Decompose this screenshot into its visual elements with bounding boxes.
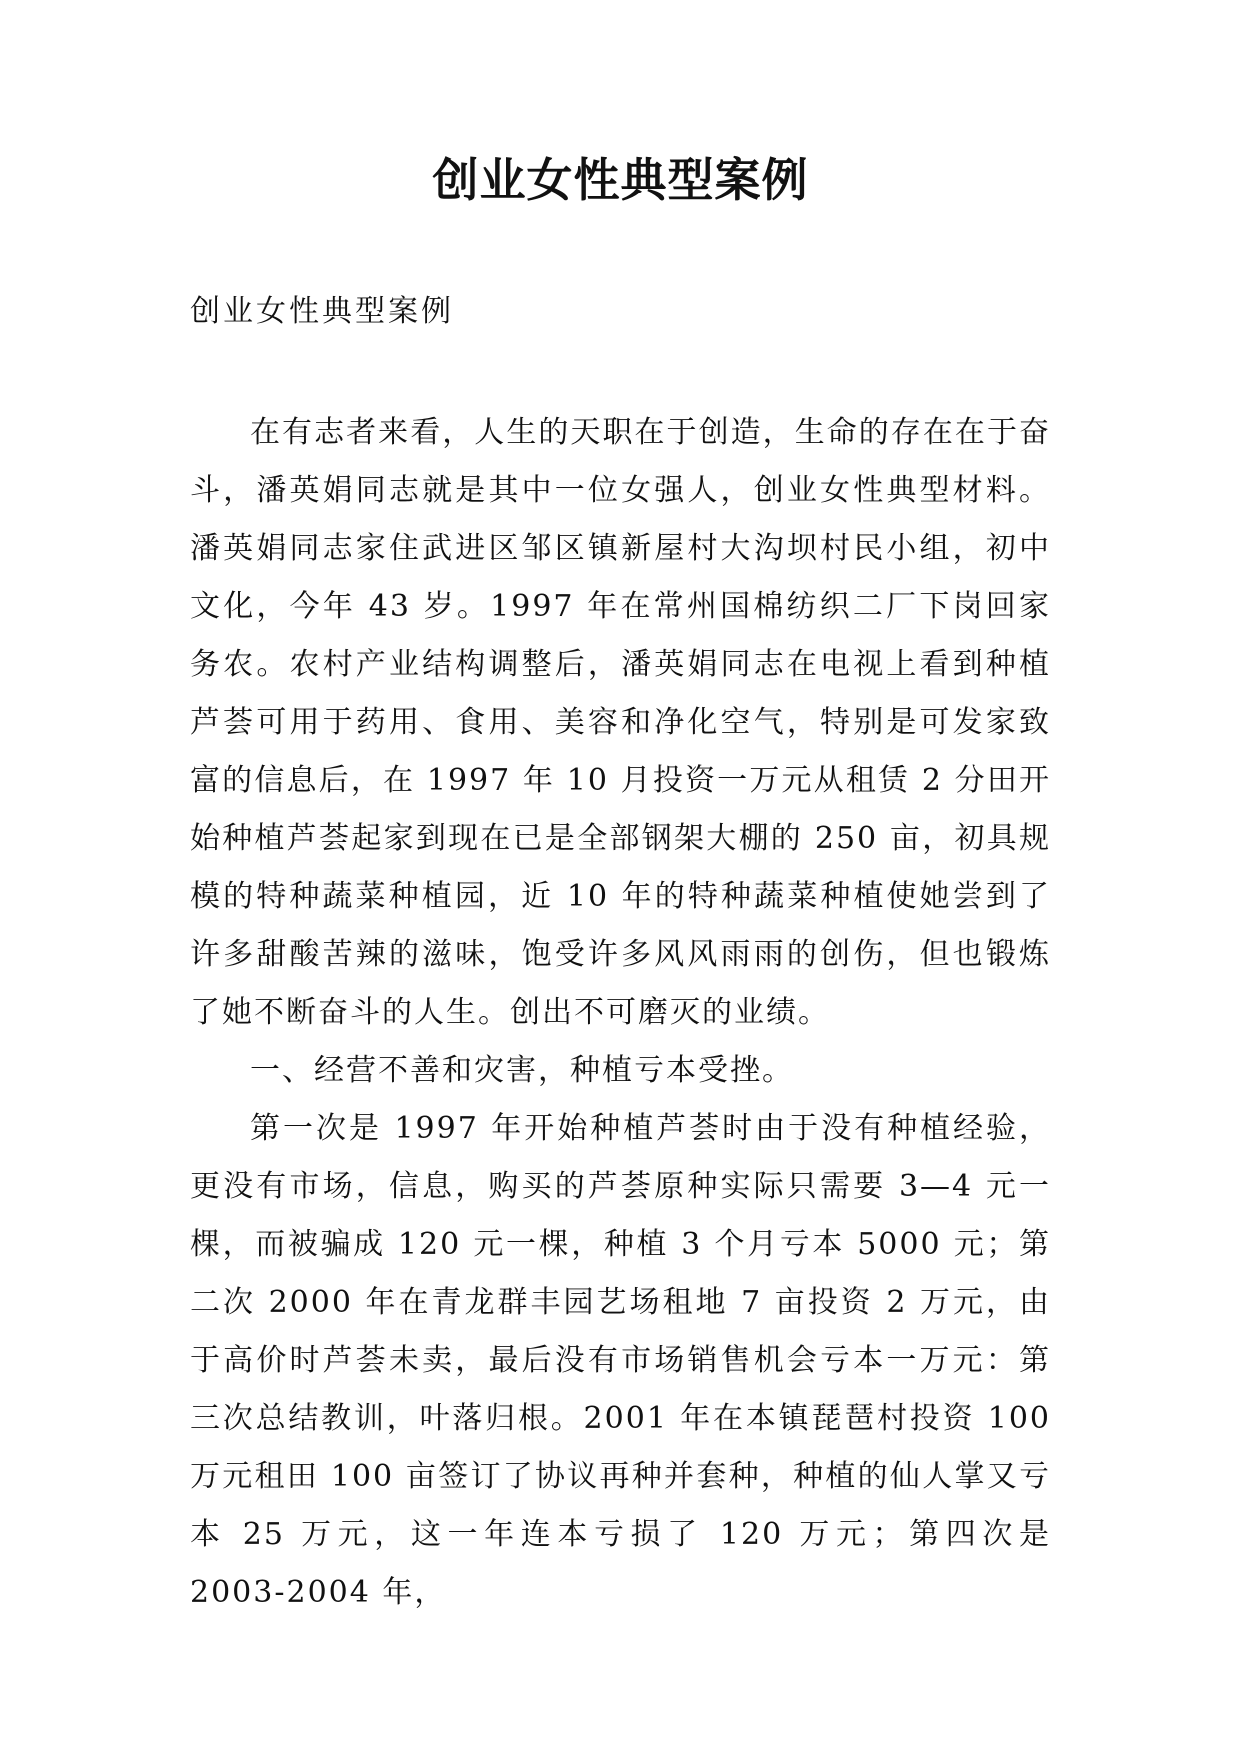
body-paragraph-losses: 第一次是 1997 年开始种植芦荟时由于没有种植经验，更没有市场，信息，购买的芦荟原种实际只需要 3—4 元一棵，而被骗成 120 元一棵，种植 3 个月亏本 5000 元；第二次 2000 年在青龙群丰园艺场租地 7 亩投资 2 万元，由于高价时芦荟未卖，最后没有市场销售机会亏本一万元：第三次总结教训，叶落归根。2001 年在本镇琵琶村投资 100 万元租田 100 亩签订了协议再种并套种，种植的仙人掌又亏本 25 万元，这一年连本亏损了 120 万元；第四次是 2003-2004 年，	[190, 1111, 1051, 1610]
section-heading: 一、经营不善和灾害，种植亏本受挫。	[250, 1053, 794, 1088]
document-subtitle: 创业女性典型案例	[190, 294, 454, 329]
document-title: 创业女性典型案例	[432, 153, 809, 207]
document-body	[190, 404, 1051, 1622]
body-paragraph-intro: 在有志者来看，人生的天职在于创造，生命的存在在于奋斗，潘英娟同志就是其中一位女强人，创业女性典型材料。潘英娟同志家住武进区邹区镇新屋村大沟坝村民小组，初中文化，今年 43 岁。1997 年在常州国棉纺织二厂下岗回家务农。农村产业结构调整后，潘英娟同志在电视上看到种植芦荟可用于药用、食用、美容和净化空气，特别是可发家致富的信息后，在 1997 年 10 月投资一万元从租赁 2 分田开始种植芦荟起家到现在已是全部钢架大棚的 250 亩，初具规模的特种蔬菜种植园，近 10 年的特种蔬菜种植使她尝到了许多甜酸苦辣的滋味，饱受许多风风雨雨的创伤，但也锻炼了她不断奋斗的人生。创出不可磨灭的业绩。	[190, 415, 1051, 1030]
